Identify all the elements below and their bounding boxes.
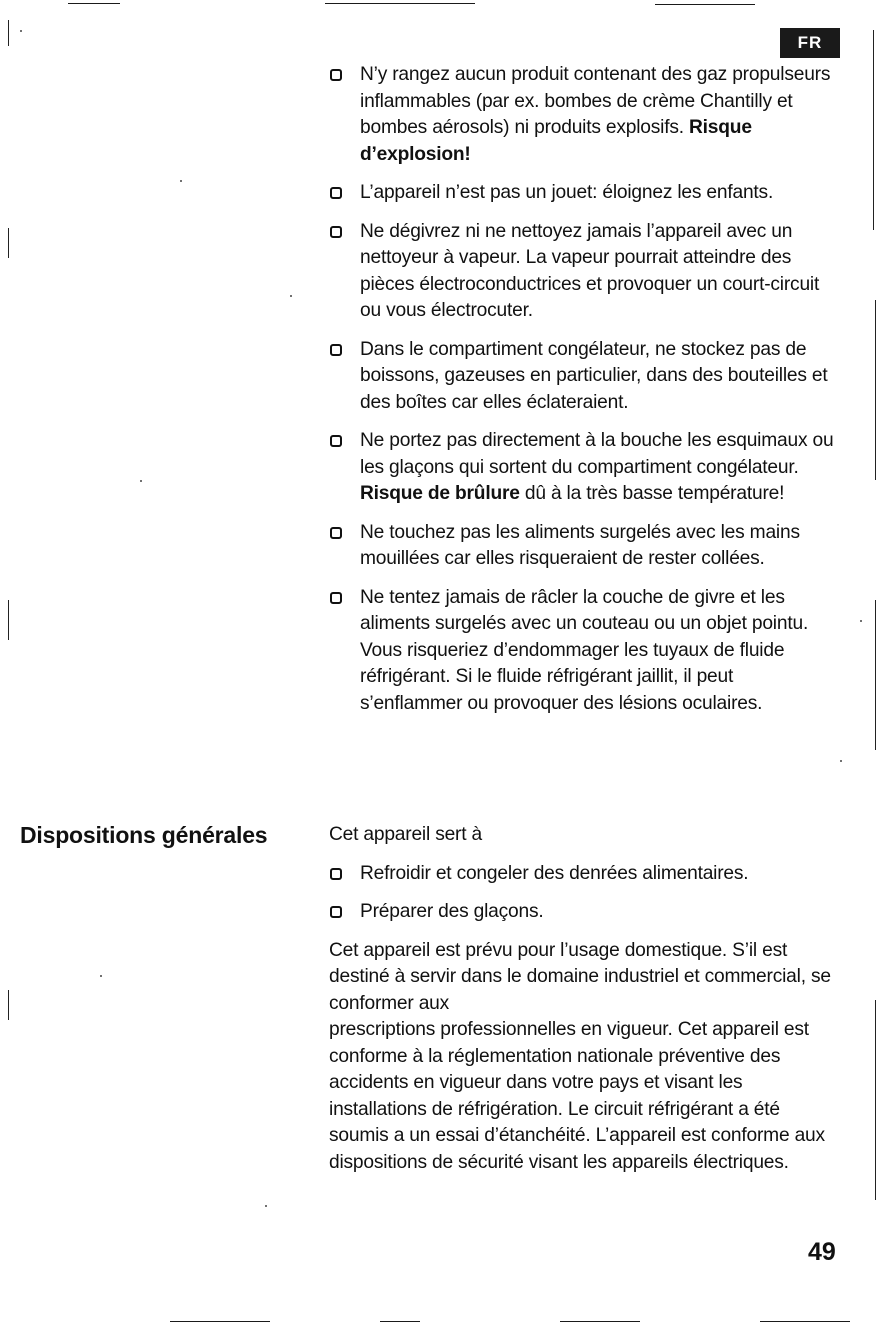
checkbox-bullet-icon <box>330 868 342 880</box>
paragraph-text: prescriptions professionnelles en vigueur. Cet appareil est conforme à la réglementation nationale préventive des accidents en vigueur dans votre pays et visant les installations de réfrigération. Le circuit réfrigérant a été soumis a un essai d’étanchéité. L’appareil est conforme aux dispositions de sécurité visant les appareils électriques. <box>329 1019 825 1173</box>
list-item <box>329 337 839 417</box>
scan-line <box>655 4 755 5</box>
scan-line <box>8 990 9 1020</box>
item-text: L’appareil n’est pas un jouet: éloignez les enfants. <box>360 182 774 203</box>
scan-speck <box>265 1205 267 1207</box>
scan-line <box>875 1000 876 1200</box>
item-text: N’y rangez aucun produit contenant des gaz propulseurs inflammables (par ex. bombes de crème Chantilly et bombes aérosols) ni produits explosifs. <box>360 64 831 138</box>
item-text: Ne touchez pas les aliments surgelés avec les mains mouillées car elles risqueraient de rester collées. <box>360 521 800 569</box>
scan-line <box>875 300 876 480</box>
scan-speck <box>290 295 292 297</box>
scan-speck <box>140 480 142 482</box>
checkbox-bullet-icon <box>330 906 342 918</box>
list-item <box>329 861 839 888</box>
list-item <box>329 428 839 508</box>
scan-speck <box>180 180 182 182</box>
scan-line <box>8 600 9 640</box>
body-paragraph <box>329 938 839 1177</box>
item-warning: Risque d’explosion! <box>360 117 752 165</box>
item-warning: Risque de brûlure <box>360 483 520 504</box>
list-item <box>329 180 839 207</box>
checkbox-bullet-icon <box>330 69 342 81</box>
scan-line <box>875 600 876 750</box>
item-text: dû à la très basse température! <box>519 483 785 504</box>
scan-line <box>380 1321 420 1322</box>
item-text: Ne tentez jamais de râcler la couche de givre et les aliments surgelés avec un couteau ou un objet pointu. Vous risqueriez d’endommager les tuyaux de fluide réfrigérant. Si le fluide réfrigérant jaillit, il peut s’enflammer ou provoquer des lésions oculaires. <box>360 586 809 714</box>
list-item <box>329 520 839 573</box>
scan-line <box>8 228 9 258</box>
checkbox-bullet-icon <box>330 226 342 238</box>
paragraph-text: Cet appareil est prévu pour l’usage domestique. S’il est destiné à servir dans le domaine industriel et commercial, se conformer aux <box>329 939 831 1014</box>
checkbox-bullet-icon <box>330 344 342 356</box>
list-item <box>329 899 839 926</box>
item-text: Ne dégivrez ni ne nettoyez jamais l’appareil avec un nettoyeur à vapeur. La vapeur pourrait atteindre des pièces électroconductrices et provoquer un court-circuit ou vous électrocuter. <box>360 220 820 321</box>
scan-line <box>560 1321 640 1322</box>
section-title: Dispositions générales <box>20 822 268 848</box>
scan-line <box>873 30 874 230</box>
scan-speck <box>860 620 862 622</box>
checkbox-bullet-icon <box>330 187 342 199</box>
scan-line <box>170 1321 270 1322</box>
item-text: Ne portez pas directement à la bouche les esquimaux ou les glaçons qui sortent du compartiment congélateur. <box>360 430 834 478</box>
list-item <box>329 585 839 718</box>
scan-line <box>68 3 120 4</box>
checkbox-bullet-icon <box>330 527 342 539</box>
scan-line <box>8 20 9 46</box>
general-section <box>329 822 839 1176</box>
scan-line <box>325 3 475 4</box>
scan-speck <box>840 760 842 762</box>
item-text: Dans le compartiment congélateur, ne stockez pas de boissons, gazeuses en particulier, dans des bouteilles et des boîtes car elles éclateraient. <box>360 338 828 413</box>
checkbox-bullet-icon <box>330 435 342 447</box>
section-intro: Cet appareil sert à <box>329 824 482 845</box>
page-number: 49 <box>808 1238 836 1266</box>
item-text: Refroidir et congeler des denrées alimentaires. <box>360 862 749 884</box>
language-badge: FR <box>780 28 840 58</box>
safety-list <box>329 62 839 717</box>
scan-line <box>760 1321 850 1322</box>
scan-speck <box>100 975 102 977</box>
checkbox-bullet-icon <box>330 592 342 604</box>
item-text: Préparer des glaçons. <box>360 901 544 922</box>
scan-speck <box>20 30 22 32</box>
list-item <box>329 62 839 168</box>
list-item <box>329 219 839 325</box>
